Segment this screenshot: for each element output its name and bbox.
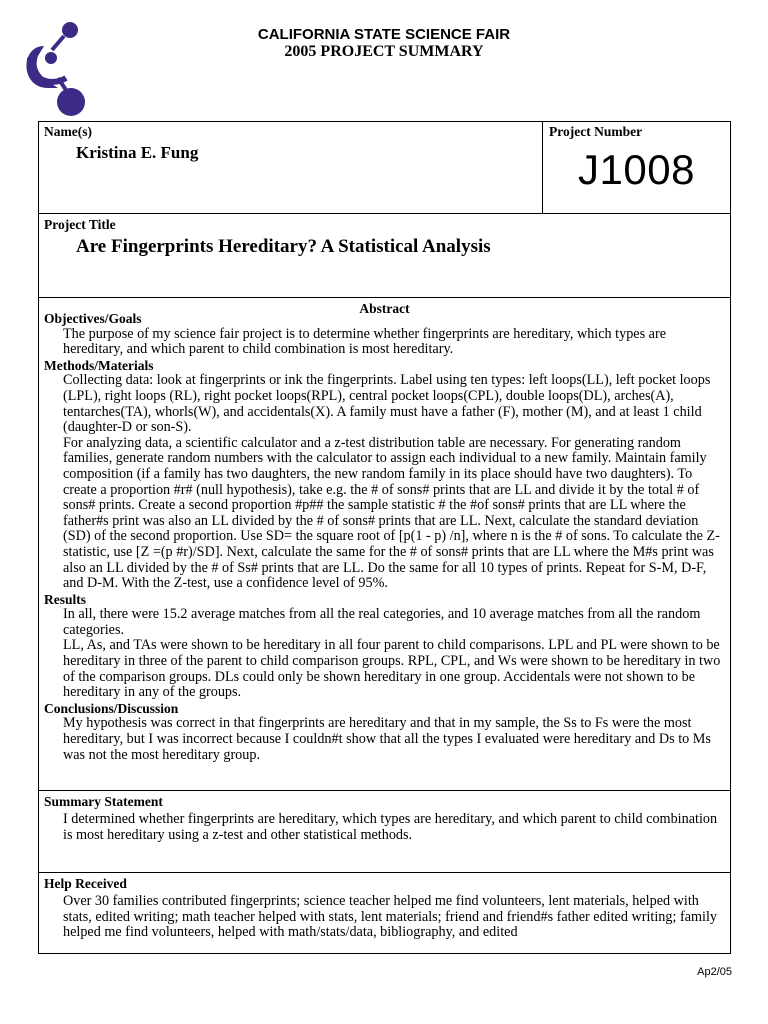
revision-footer: Ap2/05 xyxy=(697,966,732,978)
project-number-label: Project Number xyxy=(549,124,643,139)
objectives-text: The purpose of my science fair project is to determine whether fingerprints are hereditary, which types are hereditary, and which parent to child combination is most hereditary. xyxy=(63,325,666,358)
student-name: Kristina E. Fung xyxy=(76,143,199,162)
results-text-2: LL, As, and TAs were shown to be hereditary in all four parent to child comparisons. LPL and PL were shown to be hereditary in three of the parent to child comparison groups. RPL, CPL, and Ws were shown to be hereditary in two of the comparison groups. DLs could only be shown hereditary in one group. Accidentals were not shown to be hereditary in any of the groups. xyxy=(63,637,721,701)
abstract-heading: Abstract xyxy=(359,301,410,316)
summary-title: 2005 PROJECT SUMMARY xyxy=(284,43,484,60)
summary-statement-box xyxy=(38,790,731,873)
project-number-box xyxy=(542,121,731,214)
fair-title: CALIFORNIA STATE SCIENCE FAIR xyxy=(257,26,511,43)
methods-text-2: For analyzing data, a scientific calculator and a z-test distribution table are necessary. For generating random families, generate random numbers with the calculator to assign each individual to a new family. Maintain family composition (if a family has two daughters, the new random family in its place should have two daughters). To create a proportion #r# (null hypothesis), take e.g. the # of sons# prints that are LL and divide it by the total # of sons# prints. Create a second proportion #p## the sample statistic # the #of sons# prints that are LL where the father#s print was also an LL divided by the # of sons# prints that are LL. Next, calculate the standard deviation (SD) of the second proportion. Use SD= the square root of [p(1 - p) /n], where n is the # of sons. To calculate the Z-statistic, use [Z =(p #r)/SD]. Next, calculate the same for the # of sons# prints that are LL where the M#s print was also an LL divided by the # of Ss# prints that are LL. Do the same for all 10 types of prints. Repeat for S-M, D-F, and D-M. With the Z-test, use a confidence level of 95%. xyxy=(63,434,720,592)
help-received-label: Help Received xyxy=(44,876,127,891)
help-received-box xyxy=(38,872,731,954)
methods-label: Methods/Materials xyxy=(44,357,154,373)
names-box xyxy=(38,121,543,214)
project-title-box xyxy=(38,213,731,298)
objectives-label: Objectives/Goals xyxy=(44,311,142,326)
project-title: Are Fingerprints Hereditary? A Statistical Analysis xyxy=(76,236,491,257)
conclusions-text: My hypothesis was correct in that fingerprints are hereditary and that in my sample, the Ss to Fs were the most hereditary, but I was incorrect because I couldn#t show that all the types I evaluated were hereditary and Ds to Ms was not the most hereditary group. xyxy=(63,715,711,763)
names-label: Name(s) xyxy=(44,124,92,139)
conclusions-label: Conclusions/Discussion xyxy=(44,700,179,716)
project-number: J1008 xyxy=(578,146,695,193)
summary-statement-text: I determined whether fingerprints are hereditary, which types are hereditary, and which parent to child combination is most hereditary using a z-test and other statistical methods. xyxy=(63,811,718,843)
abstract-content xyxy=(44,311,722,763)
results-label: Results xyxy=(44,591,87,607)
help-received-text: Over 30 families contributed fingerprints; science teacher helped me find volunteers, lent materials, helped with stats, edited writing; math teacher helped with stats, lent materials; friend and friend#s father edited writing; family helped me find volunteers, helped with math/stats/data, bibliography, and edited xyxy=(63,893,718,941)
results-text-1: In all, there were 15.2 average matches from all the real categories, and 10 average matches from all the random categories. xyxy=(63,606,701,638)
abstract-box xyxy=(38,297,731,791)
project-title-label: Project Title xyxy=(44,217,116,232)
summary-statement-label: Summary Statement xyxy=(44,794,163,809)
logo-dot-large xyxy=(57,88,85,116)
methods-text-1: Collecting data: look at fingerprints or ink the fingerprints. Label using ten types: left loops(LL), left pocket loops (LPL), right loops (RL), right pocket loops(RPL), central pocket loops(CPL), double loops(DL), arches(A), tentarches(TA), whorls(W), and accidentals(X). A family must have a father (F), mother (M), and at least 1 child (daughter-D or son-S). xyxy=(63,372,711,436)
